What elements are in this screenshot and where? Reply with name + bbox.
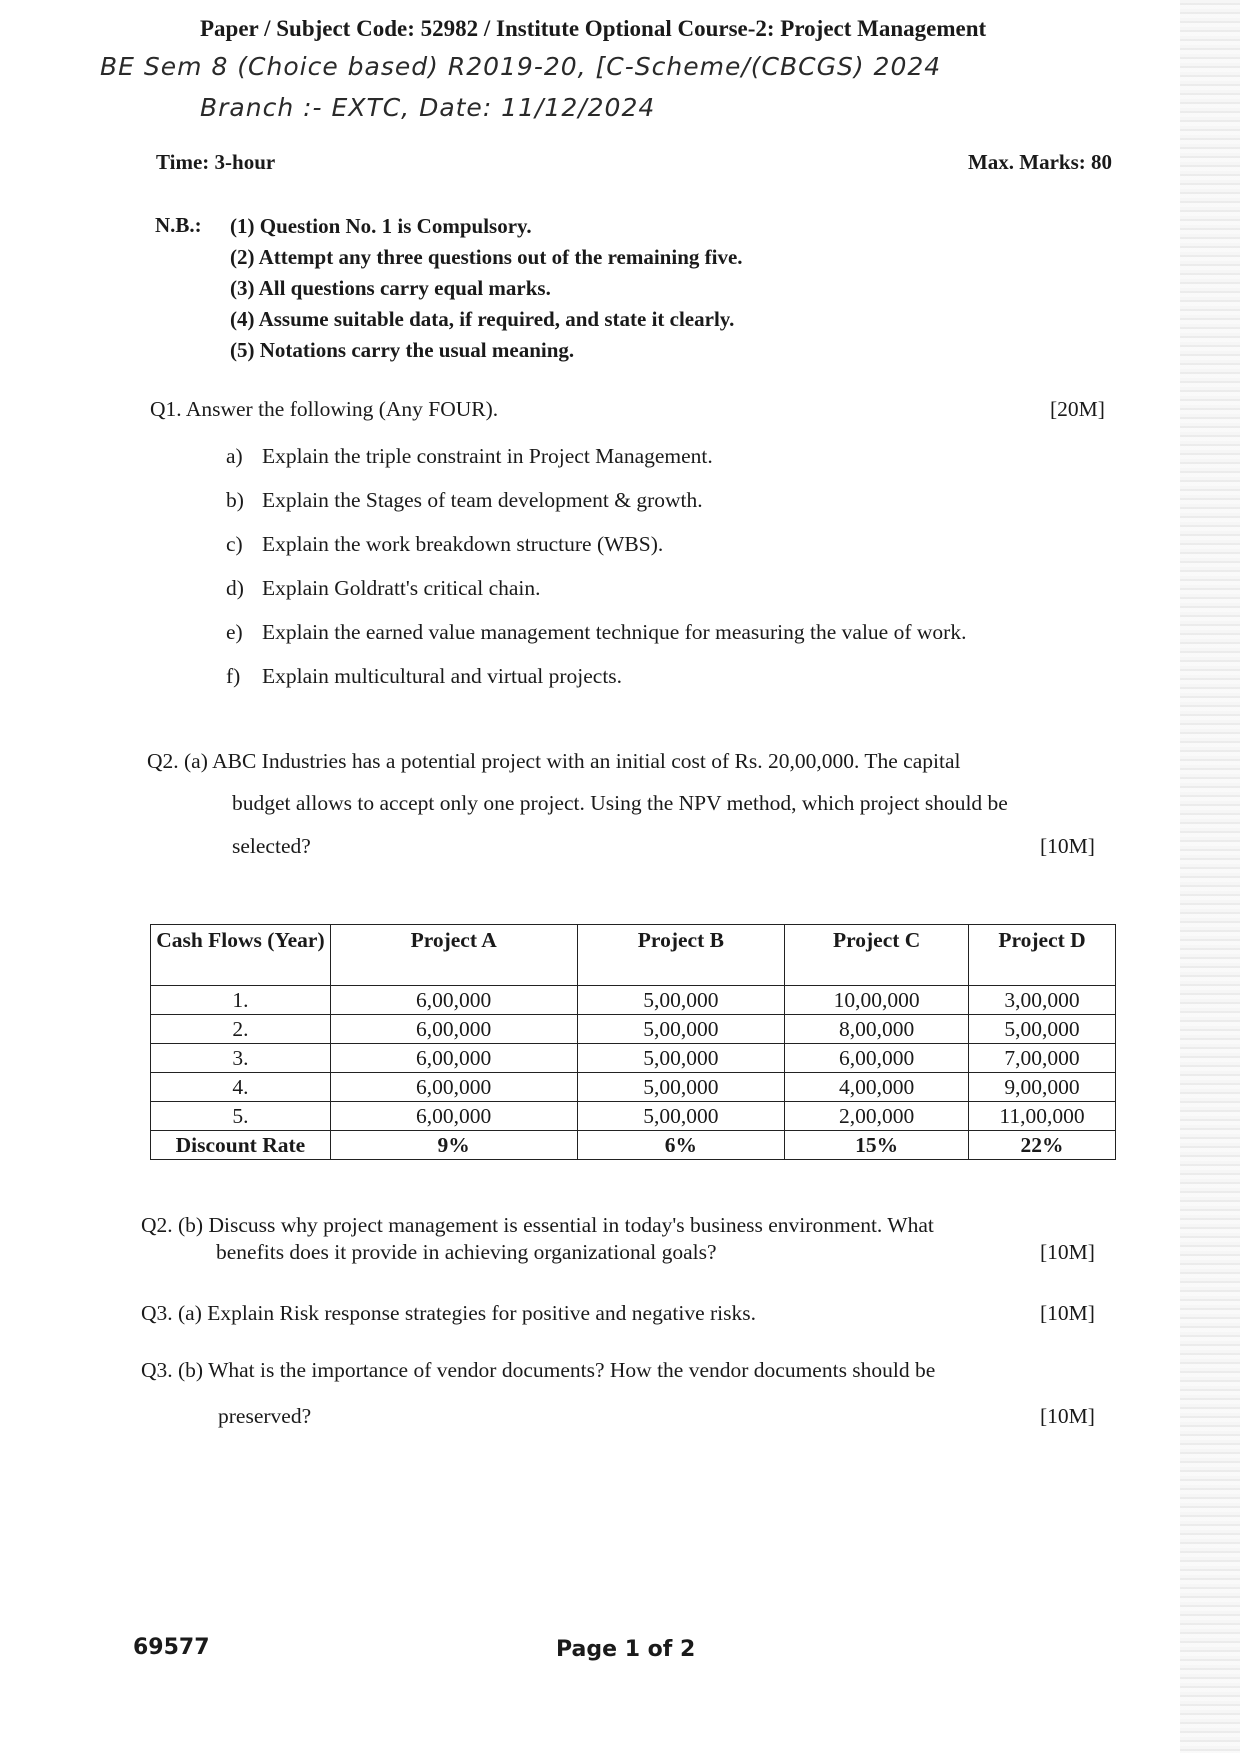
max-marks: Max. Marks: 80: [967, 150, 1112, 174]
table-cell: Discount Rate: [151, 1131, 331, 1160]
table-row: [151, 1044, 1116, 1073]
table-cell: 6%: [577, 1131, 785, 1160]
q2a-marks: [10M]: [1040, 834, 1095, 858]
q3b-marks: [10M]: [1040, 1404, 1095, 1428]
subquestion-label: d): [226, 576, 244, 600]
handwritten-course-note: BE Sem 8 (Choice based) R2019-20, [C-Scheme/(CBCGS) 2024: [100, 52, 942, 81]
table-cell: 4.: [151, 1073, 331, 1102]
table-cell: 6,00,000: [330, 986, 577, 1015]
table-cell: 9%: [330, 1131, 577, 1160]
q2a-text-line: budget allows to accept only one project. Using the NPV method, which project should be: [232, 791, 1008, 815]
instruction-item: (5) Notations carry the usual meaning.: [230, 338, 575, 362]
instruction-item: (4) Assume suitable data, if required, and state it clearly.: [230, 307, 735, 331]
table-cell: 5,00,000: [577, 1015, 785, 1044]
table-cell: 5,00,000: [577, 1044, 785, 1073]
discount-rate-row: [151, 1131, 1116, 1160]
column-header: Project B: [577, 925, 785, 986]
q2b-text-line: Q2. (b) Discuss why project management is essential in today's business environment. What: [141, 1213, 934, 1237]
table-header-row: [151, 925, 1116, 986]
table-cell: 7,00,000: [969, 1044, 1116, 1073]
subquestion-item: [226, 662, 966, 706]
scan-edge-artifact: [1180, 0, 1240, 1753]
instruction-item: (1) Question No. 1 is Compulsory.: [230, 214, 532, 238]
subquestion-label: a): [226, 444, 243, 468]
subquestion-label: e): [226, 620, 243, 644]
table-row: [151, 1073, 1116, 1102]
table-cell: 10,00,000: [785, 986, 969, 1015]
notes-label: N.B.:: [155, 213, 202, 237]
table-cell: 3,00,000: [969, 986, 1116, 1015]
subquestion-text: Explain the Stages of team development & growth.: [262, 488, 703, 512]
table-cell: 5,00,000: [577, 1102, 785, 1131]
column-header: Project A: [330, 925, 577, 986]
table-cell: 6,00,000: [330, 1044, 577, 1073]
subquestion-label: f): [226, 664, 241, 688]
instructions-list: [230, 211, 743, 366]
table-row: [151, 986, 1116, 1015]
subquestion-text: Explain multicultural and virtual projects.: [262, 664, 623, 688]
q2a-text-line: selected?: [232, 834, 311, 858]
subquestion-label: b): [226, 488, 244, 512]
exam-duration: Time: 3-hour: [156, 150, 276, 174]
table-cell: 5.: [151, 1102, 331, 1131]
cash-flow-table: [150, 924, 1116, 1160]
q1-heading: Q1. Answer the following (Any FOUR).: [150, 397, 499, 421]
subquestion-item: [226, 530, 966, 574]
table-cell: 5,00,000: [969, 1015, 1116, 1044]
table-cell: 6,00,000: [330, 1102, 577, 1131]
subquestion-text: Explain the triple constraint in Project Management.: [262, 444, 713, 468]
paper-code-footer: 69577: [133, 1635, 210, 1660]
table-cell: 6,00,000: [330, 1015, 577, 1044]
table-cell: 5,00,000: [577, 986, 785, 1015]
subquestion-item: [226, 618, 966, 662]
table-row: [151, 1102, 1116, 1131]
q2a-text-line: Q2. (a) ABC Industries has a potential project with an initial cost of Rs. 20,00,000. The capital: [147, 749, 961, 773]
q3a-text: Q3. (a) Explain Risk response strategies for positive and negative risks.: [141, 1301, 756, 1325]
table-cell: 4,00,000: [785, 1073, 969, 1102]
table-cell: 1.: [151, 986, 331, 1015]
q2b-text-line: benefits does it provide in achieving organizational goals?: [216, 1240, 717, 1264]
subquestion-item: [226, 486, 966, 530]
paper-title: Paper / Subject Code: 52982 / Institute Optional Course-2: Project Management: [200, 16, 987, 41]
q1-subquestions: [226, 442, 966, 706]
table-cell: 22%: [969, 1131, 1116, 1160]
handwritten-branch-date-note: Branch :- EXTC, Date: 11/12/2024: [200, 93, 656, 122]
subquestion-text: Explain the earned value management technique for measuring the value of work.: [262, 620, 967, 644]
q1-marks: [20M]: [1050, 397, 1105, 421]
table-cell: 3.: [151, 1044, 331, 1073]
subquestion-label: c): [226, 532, 243, 556]
table-row: [151, 1015, 1116, 1044]
table-cell: 9,00,000: [969, 1073, 1116, 1102]
q2b-marks: [10M]: [1040, 1240, 1095, 1264]
table-cell: 6,00,000: [785, 1044, 969, 1073]
q3b-text-line: Q3. (b) What is the importance of vendor documents? How the vendor documents should be: [141, 1358, 936, 1382]
table-cell: 15%: [785, 1131, 969, 1160]
column-header: Cash Flows (Year): [151, 925, 331, 986]
table-cell: 8,00,000: [785, 1015, 969, 1044]
column-header: Project D: [969, 925, 1116, 986]
subquestion-text: Explain Goldratt's critical chain.: [262, 576, 541, 600]
instruction-item: (2) Attempt any three questions out of the remaining five.: [230, 245, 743, 269]
q3a-marks: [10M]: [1040, 1301, 1095, 1325]
instruction-item: (3) All questions carry equal marks.: [230, 276, 551, 300]
page-number: Page 1 of 2: [556, 1637, 696, 1662]
table-cell: 2.: [151, 1015, 331, 1044]
subquestion-text: Explain the work breakdown structure (WBS).: [262, 532, 664, 556]
table-cell: 11,00,000: [969, 1102, 1116, 1131]
subquestion-item: [226, 574, 966, 618]
table-cell: 6,00,000: [330, 1073, 577, 1102]
table-cell: 2,00,000: [785, 1102, 969, 1131]
subquestion-item: [226, 442, 966, 486]
column-header: Project C: [785, 925, 969, 986]
table-cell: 5,00,000: [577, 1073, 785, 1102]
q3b-text-line: preserved?: [218, 1404, 312, 1428]
